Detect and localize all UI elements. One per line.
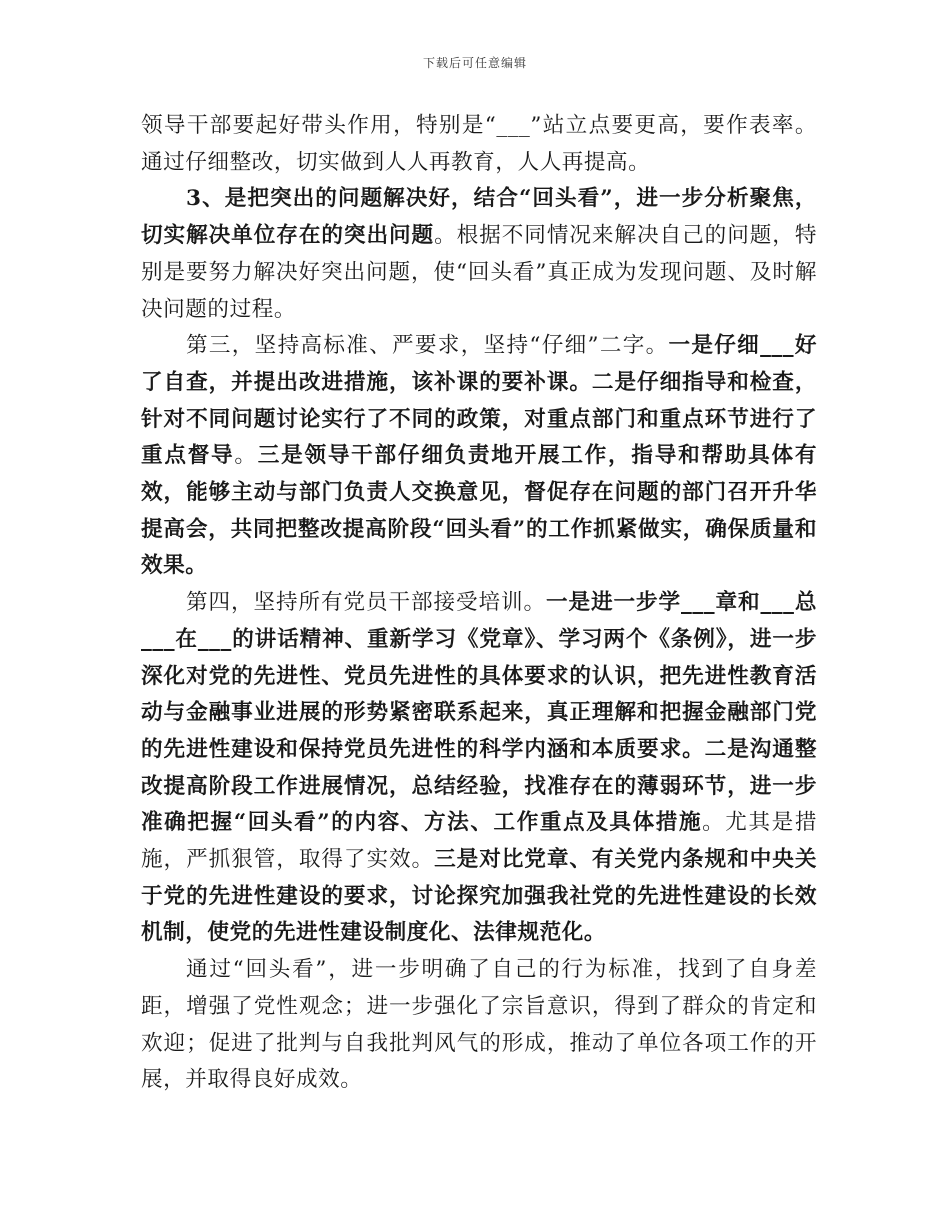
paragraph-2 <box>141 181 817 328</box>
document-body <box>141 108 817 1099</box>
paragraph-1 <box>141 108 817 181</box>
paragraph-2-text: 。根据不同情况来解决自己的问题，特别是要努力解决好突出问题，使“回头看”真正成为发现问题、及时解决问题的过程。 <box>141 223 817 322</box>
paragraph-2-bold: 3、是把突出的问题解决好，结合“回头看”，进一步分析聚焦，切实解决单位存在的突出问题 <box>141 186 817 249</box>
paragraph-1-text: 领导干部要起好带头作用，特别是“___”站立点要更高，要作表率。通过仔细整改，切实做到人人再教育，人人再提高。 <box>141 113 817 175</box>
paragraph-5 <box>141 952 817 1099</box>
paragraph-3-sep: 。 <box>234 443 258 469</box>
paragraph-4-bold-2: 三是对比党章、有关党内条规和中央关于党的先进性建设的要求，讨论探究加强我社党的先进性建设的长效机制，使党的先进性建设制度化、法律规范化。 <box>141 847 817 946</box>
paragraph-3-bold-2: 三是领导干部仔细负责地开展工作，指导和帮助具体有效，能够主动与部门负责人交换意见，督促存在问题的部门召开升华提高会，共同把整改提高阶段“回头看”的工作抓紧做实，确保质量和效果。 <box>141 443 817 579</box>
paragraph-3-lead: 第三，坚持高标准、严要求，坚持“仔细”二字。 <box>186 333 669 359</box>
paragraph-4-mid: 。尤其是措施，严抓狠管，取得了实效。 <box>141 810 817 873</box>
paragraph-4-bold: 一是进一步学___章和___总___在___的讲话精神、重新学习《党章》、学习两个《条例》，进一步深化对党的先进性、党员先进性的具体要求的认识，把先进性教育活动与金融事业进展的形势紧密联系起来，真正理解和把握金融部门党的先进性建设和保持党员先进性的科学内涵和本质要求。二是沟通整改提高阶段工作进展情况，总结经验，找准存在的薄弱环节，进一步准确把握“回头看”的内容、方法、工作重点及具体措施 <box>141 590 817 836</box>
paragraph-4 <box>141 585 817 952</box>
paragraph-3 <box>141 328 817 585</box>
paragraph-3-bold: 一是仔细___好了自查，并提出改进措施，该补课的要补课。二是仔细指导和检查，针对不同问题讨论实行了不同的政策，对重点部门和重点环节进行了重点督导 <box>141 333 817 469</box>
paragraph-4-lead: 第四，坚持所有党员干部接受培训。 <box>186 590 547 616</box>
paragraph-5-text: 通过“回头看”，进一步明确了自己的行为标准，找到了自身差距，增强了党性观念；进一步强化了宗旨意识，得到了群众的肯定和欢迎；促进了批判与自我批判风气的形成，推动了单位各项工作的开展，并取得良好成效。 <box>141 957 817 1093</box>
page-header: 下载后可任意编辑 <box>422 56 527 70</box>
